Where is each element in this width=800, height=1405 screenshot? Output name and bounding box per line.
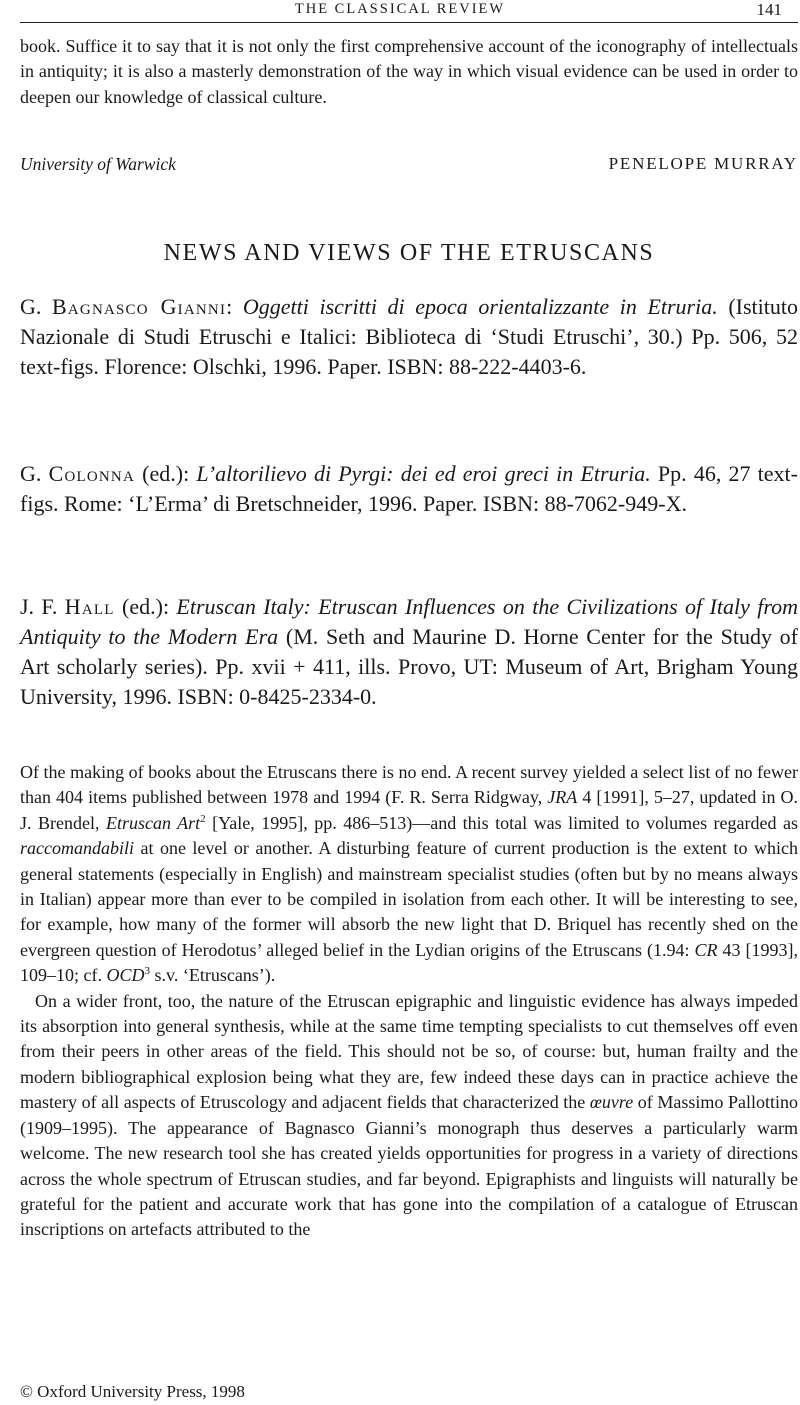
author-surname: Bagnasco Gianni [52, 294, 227, 319]
reviewer-name: PENELOPE MURRAY [608, 154, 798, 173]
author-initial: G. [20, 294, 52, 319]
publication-details: Pp. 46, 27 text-figs. Rome: ‘L’Erma’ di Bretschneider, 1996. Paper. ISBN: 88-7062-949-X. [20, 461, 798, 516]
editor-note: (ed.) [134, 461, 184, 486]
author-surname: Colonna [48, 461, 135, 486]
entry-separator: : [183, 461, 197, 486]
bibliographic-entry [20, 459, 798, 519]
header-rule [20, 22, 798, 23]
editor-note: (ed.) [114, 594, 163, 619]
page-number: 141 [756, 0, 782, 19]
book-title: Oggetti iscritti di epoca orientalizzante in Etruria. [242, 294, 718, 319]
closing-paragraph: book. Suffice it to say that it is not only the first comprehensive account of the iconography of intellectuals in antiquity; it is also a masterly demonstration of the way in which visual evidence can be used in order to deepen our knowledge of classical culture. [20, 36, 798, 107]
reviewer-signature [20, 154, 798, 180]
review-body [20, 760, 798, 1243]
running-title: THE CLASSICAL REVIEW [294, 1, 506, 17]
review-heading: NEWS AND VIEWS OF THE ETRUSCANS [163, 240, 655, 266]
previous-review-closing [20, 34, 798, 110]
bibliographic-entry [20, 592, 798, 712]
book-title: L’altorilievo di Pyrgi: dei ed eroi greci in Etruria. [196, 461, 651, 486]
bibliographic-entry [20, 292, 798, 382]
running-header [0, 0, 800, 22]
publication-details: (M. Seth and Maurine D. Horne Center for the Study of Art scholarly series). Pp. xvii + 411, ills. Provo, UT: Museum of Art, Brigham Young University, 1996. ISBN: 0-8425-2334-0. [20, 624, 798, 709]
entry-separator: : [162, 594, 177, 619]
book-title: Etruscan Italy: Etruscan Influences on the Civilizations of Italy from Antiquity to the Modern Era [20, 594, 798, 649]
body-paragraph: On a wider front, too, the nature of the Etruscan epigraphic and linguistic evidence has always impeded its absorption into general synthesis, while at the same time tempting specialists to cut themselves off even from their peers in other areas of the field. This should not be so, of course: but, human frailty and the modern bibliographical explosion being what they are, few indeed these days can in practice achieve the mastery of all aspects of Etruscology and adjacent fields that characterized the œuvre of Massimo Pallottino (1909–1995). The appearance of Bagnasco Gianni’s monograph thus deserves a particularly warm welcome. The new research tool she has created yields opportunities for progress in a variety of directions across the whole spectrum of Etruscan studies, and far beyond. Epigraphists and linguists will naturally be grateful for the patient and accurate work that has gone into the compilation of a catalogue of Etruscan inscriptions on artefacts attributed to the [20, 990, 798, 1240]
author-initial: G. [20, 461, 49, 486]
publication-details: (Istituto Nazionale di Studi Etruschi e Italici: Biblioteca di ‘Studi Etruschi’, 30.) Pp. 506, 52 text-figs. Florence: Olschki, 1996. Paper. ISBN: 88-222-4403-6. [20, 294, 799, 379]
body-paragraph: Of the making of books about the Etruscans there is no end. A recent survey yielded a select list of no fewer than 404 items published between 1978 and 1994 (F. R. Serra Ridgway, JRA 4 [1991], 5–27, updated in O. J. Brendel, Etruscan Art$^2$ [Yale, 1995], pp. 486–513)—and this total was limited to volumes regarded as raccomandabili at one level or another. A disturbing feature of current production is the extent to which general statements (especially in English) and mainstream specialist studies (often but by no means always in Italian) appear more than ever to be compiled in isolation from each other. It will be interesting to see, for example, how many of the former will absorb the new light that D. Briquel has recently shed on the evergreen question of Herodotus’ alleged belief in the Lydian origins of the Etruscans (1.94: CR 43 [1993], 109–10; cf. OCD$^3$ s.v. ‘Etruscans’). [20, 762, 798, 986]
reviewer-institution: University of Warwick [20, 154, 176, 174]
copyright-notice: © Oxford University Press, 1998 [20, 1382, 245, 1401]
author-initial: J. F. [20, 594, 65, 619]
entry-separator: : [226, 294, 243, 319]
author-surname: Hall [64, 594, 115, 619]
